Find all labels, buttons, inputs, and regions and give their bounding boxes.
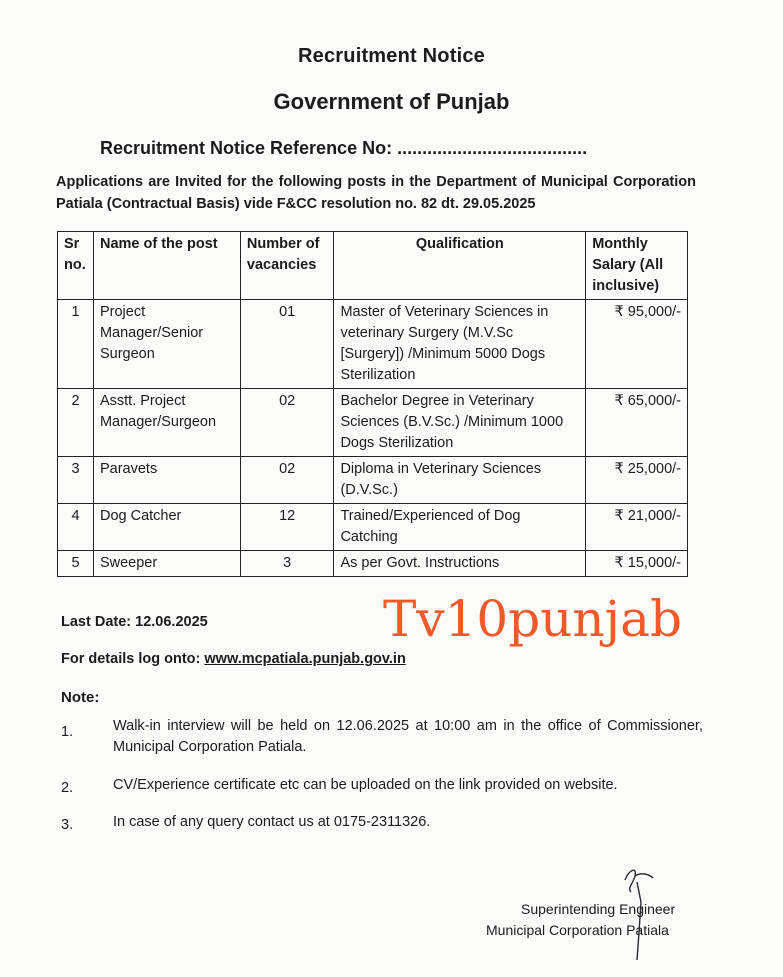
cell-sr: 1 bbox=[58, 300, 94, 389]
cell-vacancies: 12 bbox=[240, 504, 334, 551]
details-line bbox=[61, 651, 406, 667]
cell-vacancies: 02 bbox=[240, 389, 334, 457]
cell-sr: 4 bbox=[58, 504, 94, 551]
cell-name: Asstt. Project Manager/Surgeon bbox=[93, 389, 240, 457]
signatory-org: Municipal Corporation Patiala bbox=[486, 922, 669, 938]
table-row bbox=[58, 504, 688, 551]
cell-sr: 3 bbox=[58, 457, 94, 504]
government-title: Government of Punjab bbox=[273, 89, 510, 114]
cell-name: Dog Catcher bbox=[93, 504, 240, 551]
note-number: 3. bbox=[61, 817, 74, 833]
cell-name: Sweeper bbox=[93, 551, 240, 577]
cell-qualification: Master of Veterinary Sciences in veterinary Surgery (M.V.Sc [Surgery]) /Minimum 5000 Dogs Sterilization bbox=[334, 300, 586, 389]
cell-salary: ₹ 65,000/- bbox=[586, 389, 688, 457]
table-row bbox=[58, 551, 688, 577]
notice-title: Recruitment Notice bbox=[298, 45, 485, 67]
cell-name: Paravets bbox=[93, 457, 240, 504]
table-row bbox=[58, 457, 688, 504]
cell-qualification: Bachelor Degree in Veterinary Sciences (B.V.Sc.) /Minimum 1000 Dogs Sterilization bbox=[334, 389, 586, 457]
table-header-row bbox=[58, 232, 688, 300]
last-date: Last Date: 12.06.2025 bbox=[61, 614, 208, 630]
header-vacancies: Number of vacancies bbox=[240, 232, 334, 300]
header-name: Name of the post bbox=[93, 232, 240, 300]
note-text: Walk-in interview will be held on 12.06.2025 at 10:00 am in the office of Commissioner, Municipal Corporation Patiala. bbox=[113, 718, 703, 755]
cell-name: Project Manager/Senior Surgeon bbox=[93, 300, 240, 389]
intro-paragraph: Applications are Invited for the following posts in the Department of Municipal Corporation Patiala (Contractual Basis) vide F&CC resolution no. 82 dt. 29.05.2025 bbox=[56, 174, 696, 212]
header-sr: Sr no. bbox=[58, 232, 94, 300]
cell-salary: ₹ 95,000/- bbox=[586, 300, 688, 389]
website-link[interactable]: www.mcpatiala.punjab.gov.in bbox=[204, 651, 406, 667]
header-qualification: Qualification bbox=[334, 232, 586, 300]
note-number: 1. bbox=[61, 724, 74, 740]
reference-value: ...................................... bbox=[397, 138, 588, 158]
note-heading: Note: bbox=[61, 689, 100, 706]
cell-sr: 5 bbox=[58, 551, 94, 577]
note-text: CV/Experience certificate etc can be uploaded on the link provided on website. bbox=[113, 777, 618, 793]
cell-qualification: As per Govt. Instructions bbox=[334, 551, 586, 577]
cell-salary: ₹ 25,000/- bbox=[586, 457, 688, 504]
cell-qualification: Diploma in Veterinary Sciences (D.V.Sc.) bbox=[334, 457, 586, 504]
table-row bbox=[58, 300, 688, 389]
cell-salary: ₹ 15,000/- bbox=[586, 551, 688, 577]
posts-table bbox=[57, 231, 688, 577]
cell-vacancies: 02 bbox=[240, 457, 334, 504]
signatory-title: Superintending Engineer bbox=[521, 901, 676, 917]
header-salary: Monthly Salary (All inclusive) bbox=[586, 232, 688, 300]
cell-sr: 2 bbox=[58, 389, 94, 457]
cell-vacancies: 01 bbox=[240, 300, 334, 389]
cell-salary: ₹ 21,000/- bbox=[586, 504, 688, 551]
note-text: In case of any query contact us at 0175-2311326. bbox=[113, 814, 431, 830]
note-number: 2. bbox=[61, 780, 74, 796]
watermark: Tv10punjab bbox=[383, 590, 682, 648]
cell-vacancies: 3 bbox=[240, 551, 334, 577]
details-label: For details log onto: bbox=[61, 651, 201, 667]
reference-line bbox=[100, 138, 587, 159]
reference-label: Recruitment Notice Reference No: bbox=[100, 138, 393, 158]
table-row bbox=[58, 389, 688, 457]
cell-qualification: Trained/Experienced of Dog Catching bbox=[334, 504, 586, 551]
